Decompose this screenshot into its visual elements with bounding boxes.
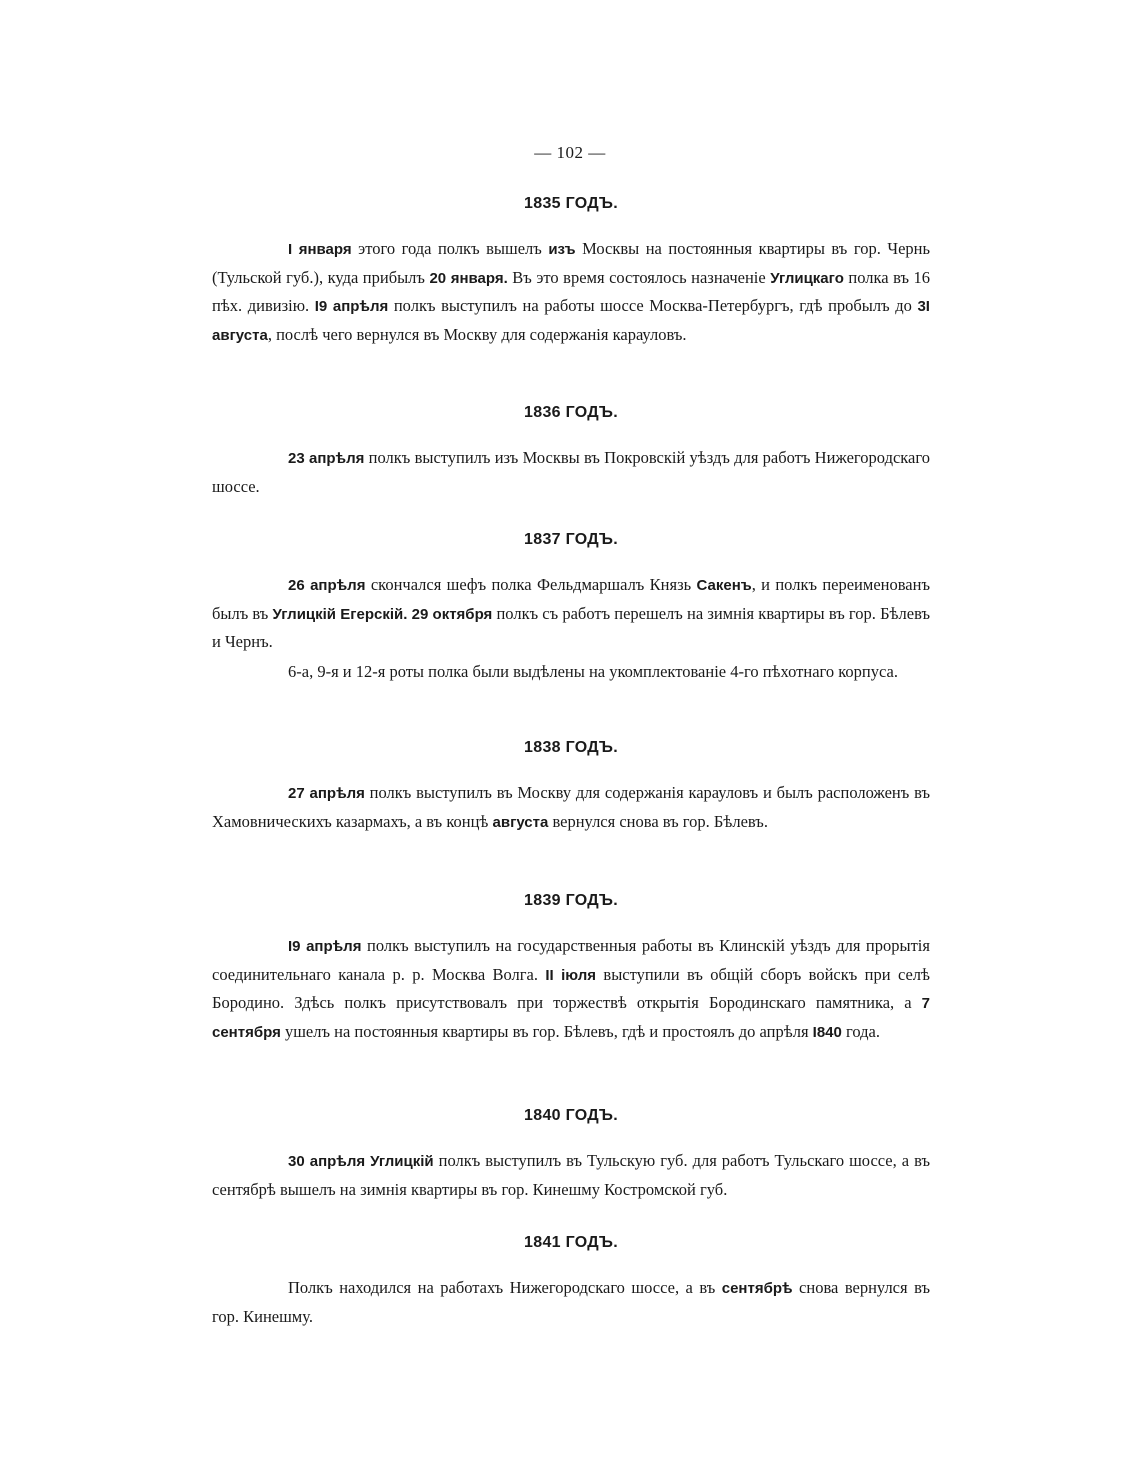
emphasized-text: I января [288, 241, 352, 258]
emphasized-text: II іюля [545, 966, 597, 984]
section-heading: 1836 ГОДЪ. [524, 404, 618, 421]
emphasized-text: августа [492, 813, 549, 831]
text-run: вернулся снова въ гор. Бѣлевъ. [548, 811, 768, 831]
emphasized-text: изъ [548, 241, 576, 258]
text-run: полкъ выступилъ на государственныя работы въ Клинскій уѣздъ для прорытія соединительнаго канала р. р. Москва Волга. [212, 936, 930, 984]
text-run: полкъ выступилъ въ Тульскую губ. для работъ Тульскаго шоссе, а въ сентябрѣ вышелъ на зимнія квартиры въ гор. Кинешму Костромской губ. [212, 1151, 930, 1199]
section-heading: 1837 ГОДЪ. [524, 531, 618, 548]
section-heading: 1840 ГОДЪ. [524, 1107, 618, 1124]
section-1838 [212, 739, 930, 836]
section-heading: 1835 ГОДЪ. [524, 195, 618, 212]
text-run: скончался шефъ полка Фельдмаршалъ Князь [365, 575, 697, 594]
paragraph [212, 571, 930, 656]
page-number: — 102 — [534, 143, 606, 162]
emphasized-text: Углицкій Егерскій. [272, 605, 408, 623]
text-run: года. [841, 1021, 880, 1041]
paragraph [212, 932, 930, 1046]
paragraph [212, 1147, 930, 1203]
paragraph [212, 235, 930, 349]
paragraph [212, 779, 930, 836]
text-run: полкъ выступилъ въ Москву для содержанія карауловъ и былъ расположенъ въ Хамовническихъ казармахъ, а въ концѣ [212, 783, 930, 831]
text-run: полкъ выступилъ на работы шоссе Москва-Петербургъ, гдѣ пробылъ до [388, 296, 918, 315]
emphasized-text: I9 апрѣля [314, 298, 389, 315]
emphasized-text: I9 апрѣля [288, 938, 362, 955]
emphasized-text: 27 апрѣля [288, 785, 365, 802]
text-run: Полкъ находился на работахъ Нижегородскаго шоссе, а въ [288, 1278, 722, 1297]
text-run: полкъ выступилъ изъ Москвы въ Покровскій уѣздъ для работъ Нижегородскаго шоссе. [212, 448, 930, 496]
emphasized-text: 7 сентября [212, 995, 930, 1041]
section-heading: 1838 ГОДЪ. [524, 739, 618, 756]
section-1839 [212, 892, 930, 1046]
text-run: снова вернулся въ гор. Кинешму. [212, 1278, 930, 1326]
emphasized-text: 20 января. [429, 269, 508, 287]
emphasized-text: Сакенъ [696, 577, 752, 594]
emphasized-text: 29 октября [411, 605, 493, 623]
section-1835 [212, 195, 930, 349]
text-run: 6-а, 9-я и 12-я роты полка были выдѣлены на укомплектованіе 4-го пѣхотнаго корпуса. [288, 661, 898, 681]
text-run: выступили въ общій сборъ войскъ при селѣ Бородино. Здѣсь полкъ присутствовалъ при торжествѣ открытія Бородинскаго памятника, а [212, 964, 930, 1012]
section-1840 [212, 1107, 930, 1203]
emphasized-text: I840 [812, 1023, 842, 1041]
emphasized-text: 26 апрѣля [288, 577, 366, 594]
section-1841 [212, 1234, 930, 1330]
paragraph [212, 658, 930, 686]
text-run: этого года полкъ вышелъ [351, 239, 549, 258]
emphasized-text: 23 апрѣля [288, 450, 365, 467]
text-run: полкъ съ работъ перешелъ на зимнія квартиры въ гор. Бѣлевъ и Чернъ. [212, 603, 930, 651]
text-run: ушелъ на постоянныя квартиры въ гор. Бѣлевъ, гдѣ и простоялъ до апрѣля [280, 1021, 813, 1041]
text-run: , и полкъ переименованъ былъ въ [212, 575, 930, 623]
paragraph [212, 444, 930, 500]
text-run: Москвы на постоянныя квартиры въ гор. Чернь (Тульской губ.), куда прибылъ [212, 239, 930, 287]
emphasized-text: Углицкаго [770, 269, 844, 287]
paragraph [212, 1274, 930, 1330]
emphasized-text: 3I августа [212, 298, 930, 344]
text-run: , послѣ чего вернулся въ Москву для содержанія карауловъ. [267, 324, 687, 344]
section-1836 [212, 404, 930, 500]
section-heading: 1841 ГОДЪ. [524, 1234, 618, 1251]
section-heading: 1839 ГОДЪ. [524, 892, 618, 909]
emphasized-text: сентябрѣ [721, 1280, 793, 1297]
section-1837 [212, 531, 930, 685]
emphasized-text: 30 апрѣля [288, 1153, 366, 1170]
text-run: Въ это время состоялось назначеніе [507, 267, 771, 287]
text-run: полка въ 16 пѣх. дивизію. [212, 267, 930, 315]
emphasized-text: Углицкій [370, 1153, 434, 1170]
